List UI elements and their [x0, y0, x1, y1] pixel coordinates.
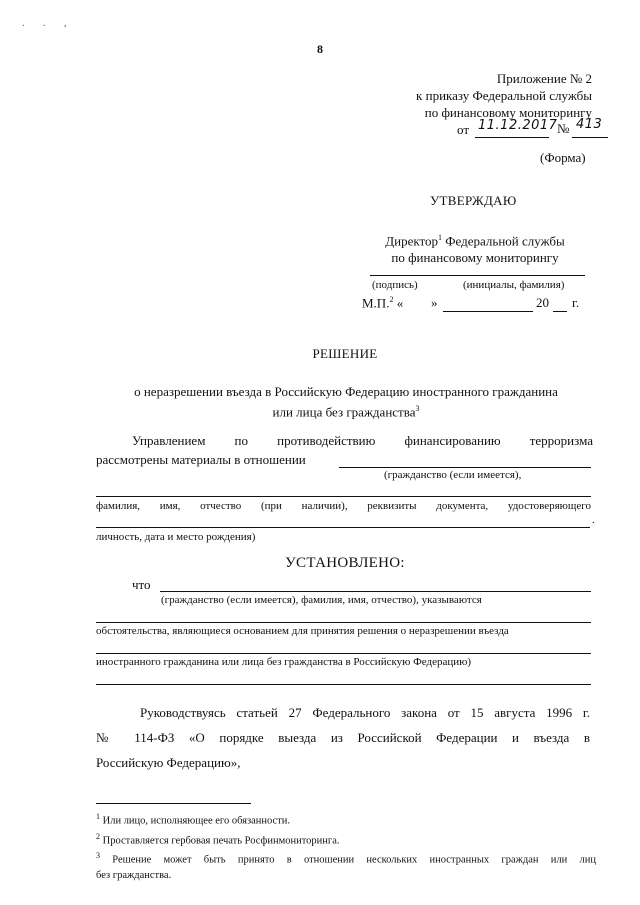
footnote-ref-3: 3: [415, 404, 420, 413]
blank-line-1: [96, 496, 591, 497]
para1-line-1: Управлением по противодействию финансированию терроризма: [132, 433, 593, 448]
position-line-1: [360, 229, 590, 249]
footnote-2-text: Проставляется гербовая печать Росфинмониторинга.: [100, 835, 340, 846]
established-caption-2: обстоятельства, являющиеся основанием для принятия решения о неразрешении въезда: [96, 625, 509, 637]
established-line-3: [96, 653, 591, 654]
footnote-2-num: 2: [96, 831, 100, 841]
signature-caption: (подпись): [372, 279, 418, 291]
footnotes: [96, 809, 596, 883]
signature-line: [370, 275, 585, 276]
seal-date-line: [362, 295, 403, 311]
footnote-1-text: Или лицо, исполняющее его обязанности.: [100, 815, 291, 827]
page-number: 8: [317, 42, 323, 56]
period-mark: .: [592, 514, 595, 526]
appendix-line-2: к приказу Федеральной службы: [416, 88, 592, 103]
appendix-header: [330, 70, 592, 121]
footnote-ref-2: 2: [389, 295, 394, 304]
footnote-3-text: Решение может быть принято в отношении нескольких иностранных граждан или лиц: [100, 854, 596, 866]
scan-marks: . . ,: [22, 18, 75, 29]
subtitle-line-2-text: или лица без гражданства: [272, 404, 416, 420]
guided-line-3: Российскую Федерацию»,: [96, 755, 241, 770]
decision-subtitle: [96, 383, 596, 420]
decision-title: РЕШЕНИЕ: [312, 346, 378, 361]
position-title: Директор: [385, 233, 439, 249]
number-underline: [572, 137, 608, 138]
appendix-line-1: Приложение № 2: [496, 71, 592, 86]
position-service: Федеральной службы: [442, 233, 565, 249]
month-line: [443, 311, 533, 312]
approval-position: [360, 229, 590, 266]
footnote-3-num: 3: [96, 851, 100, 860]
year-suffix: г.: [572, 295, 580, 310]
year-prefix: 20: [536, 295, 549, 310]
year-line: [553, 311, 567, 312]
footnote-1-num: 1: [96, 812, 100, 821]
para1-line-2: рассмотрены материалы в отношении: [96, 452, 306, 467]
order-date-line: [457, 121, 469, 138]
number-prefix: №: [557, 121, 570, 136]
established-caption-1: (гражданство (если имеется), фамилия, имя, отчество), указываются: [161, 594, 482, 606]
identity-caption: личность, дата и место рождения): [96, 531, 256, 543]
footnote-3-cont-text: без гражданства.: [96, 869, 172, 881]
established-title: УСТАНОВЛЕНО:: [285, 555, 405, 571]
subtitle-line-1: о неразрешении въезда в Российскую Федерацию иностранного гражданина: [134, 384, 558, 399]
handwritten-number: 413: [576, 117, 603, 132]
form-label: (Форма): [540, 150, 586, 165]
guided-line-1: Руководствуясь статьей 27 Федерального закона от 15 августа 1996 г.: [140, 705, 590, 720]
approval-title: УТВЕРЖДАЮ: [430, 193, 517, 208]
handwritten-date: 11.12.2017: [478, 118, 558, 133]
footnote-2: [96, 829, 596, 849]
established-line-1: [160, 591, 591, 592]
date-prefix: от: [457, 122, 470, 137]
date-underline: [475, 137, 549, 138]
subtitle-line-2: [96, 400, 596, 420]
guided-line-2: № 114-ФЗ «О порядке выезда из Российской Федерации и въезда в: [96, 730, 590, 745]
subject-line: [339, 467, 591, 468]
appendix-line-3: по финансовому мониторингу: [424, 105, 592, 120]
quote-open: «: [396, 295, 404, 311]
initials-caption: (инициалы, фамилия): [463, 279, 565, 291]
position-line-2: по финансовому мониторингу: [391, 250, 559, 266]
footnote-3-cont: [96, 868, 596, 883]
mp-label: М.П.: [362, 295, 390, 311]
footnote-1: [96, 809, 596, 829]
blank-line-2: [96, 527, 590, 528]
established-caption-3: иностранного гражданина или лица без гражданства в Российскую Федерацию): [96, 656, 472, 668]
fio-caption: фамилия, имя, отчество (при наличии), реквизиты документа, удостоверяющего: [96, 500, 591, 512]
established-line-2: [96, 622, 591, 623]
what-label: что: [132, 577, 151, 592]
established-line-4: [96, 684, 591, 685]
citizenship-caption: (гражданство (если имеется),: [384, 469, 522, 481]
quote-close: »: [431, 295, 438, 310]
footnote-3: [96, 848, 596, 868]
footnote-separator: [96, 803, 251, 804]
footnote-ref-1: 1: [438, 233, 443, 242]
